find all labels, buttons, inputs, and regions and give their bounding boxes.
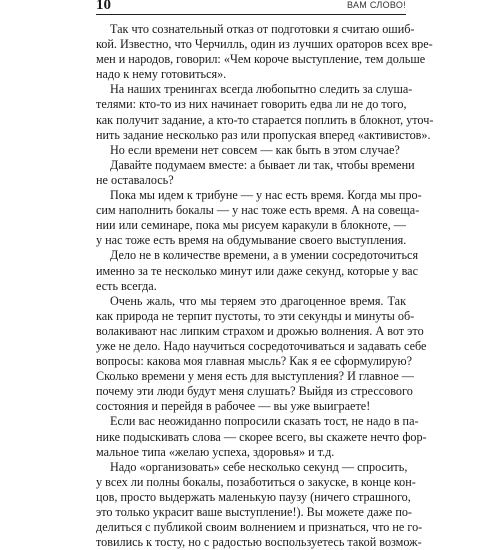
paragraph bbox=[96, 82, 434, 142]
text-line: нии или семинаре, пока мы рисуем каракули в блокноте, — bbox=[96, 218, 406, 233]
paragraph bbox=[96, 459, 423, 550]
paragraph bbox=[96, 414, 427, 459]
text-line: телями: кто-то из них начинает говорить едва ли не до того, bbox=[96, 97, 407, 112]
text-line: Но если времени нет совсем — как быть в этом случае? bbox=[110, 142, 400, 157]
text-line: нить задание несколько раз или пропуская вперед «активистов». bbox=[96, 127, 431, 142]
text-line: мальное типа «желаю успеха, здоровья» и т.д. bbox=[96, 444, 335, 459]
paragraph bbox=[96, 157, 415, 188]
text-line: Давайте подумаем вместе: а бывает ли так, чтобы времени bbox=[110, 157, 415, 172]
text-line: волакивают нас липким страхом и дрожью волнения. А вот это bbox=[96, 323, 424, 338]
page-header bbox=[96, 0, 406, 15]
text-line: цов, просто выдержать маленькую паузу (ничего страшного, bbox=[96, 489, 411, 504]
body-text bbox=[96, 22, 434, 550]
page-number: 10 bbox=[96, 0, 111, 13]
text-line: уже не дело. Надо научиться сосредоточиваться и задавать себе bbox=[96, 338, 427, 353]
text-line: Дело не в количестве времени, а в умении сосредоточиться bbox=[110, 248, 419, 263]
text-line: у всех ли полны бокалы, позаботиться о закуске, в конце кон- bbox=[96, 474, 416, 489]
paragraph bbox=[96, 22, 433, 82]
paragraph bbox=[96, 293, 427, 415]
text-line: Надо «организовать» себе несколько секунд — спросить, bbox=[110, 459, 408, 474]
paragraph bbox=[96, 143, 406, 158]
text-line: почему эти люди будут меня слушать? Выйдя из стрессового bbox=[96, 384, 413, 399]
text-line: товились к тосту, но с радостью воспользуетесь такой возмож- bbox=[96, 535, 422, 550]
text-line: как получит задание, а кто-то старается поплить в блокнот, уточ- bbox=[96, 112, 434, 127]
text-line: есть всегда. bbox=[96, 278, 157, 293]
text-line: как природа не терпит пустоты, то эти секунды и минуты об- bbox=[96, 308, 415, 323]
text-line: Пока мы идем к трибуне — у нас есть время. Когда мы про- bbox=[110, 188, 422, 203]
text-line: делиться с публикой своим волнением и признаться, что не го- bbox=[96, 520, 423, 535]
paragraph bbox=[96, 248, 419, 293]
text-line: вопросы: какова моя главная мысль? Как я ее сформулирую? bbox=[96, 354, 412, 369]
text-line: Очень жаль, что мы теряем это драгоценное время. Так bbox=[110, 293, 406, 308]
text-line: не оставалось? bbox=[96, 172, 174, 187]
text-line: кой. Известно, что Черчилль, один из лучших ораторов всех вре- bbox=[96, 37, 433, 52]
text-line: Так что сознательный отказ от подготовки я считаю ошиб- bbox=[110, 22, 415, 36]
text-line: это только украсит ваше выступление!). Вы можете даже по- bbox=[96, 505, 412, 519]
paragraph bbox=[96, 188, 422, 248]
text-line: именно за те несколько минут или даже секунд, которые у вас bbox=[96, 263, 418, 278]
text-line: мен и народов, говорил: «Чем короче выступление, тем дольше bbox=[96, 52, 426, 67]
text-line: состояния и перейдя в рабочее — вы уже выиграете! bbox=[96, 399, 371, 414]
text-line: у нас тоже есть время на обдумывание своего выступления. bbox=[96, 233, 407, 248]
running-head: ВАМ СЛОВО! bbox=[346, 0, 406, 10]
text-line: Если вас неожиданно попросили сказать тост, не надо в па- bbox=[110, 414, 419, 429]
text-line: надо к нему готовиться». bbox=[96, 67, 227, 82]
text-line: На наших тренингах всегда любопытно следить за слуша- bbox=[110, 82, 413, 97]
text-line: сим наполнить бокалы — у нас тоже есть время. А на совеща- bbox=[96, 203, 420, 218]
text-line: нике подыскивать слова — скорее всего, вы скажете нечто фор- bbox=[96, 429, 427, 444]
text-line: Сколько времени у меня есть для выступления? И главное — bbox=[96, 369, 414, 384]
